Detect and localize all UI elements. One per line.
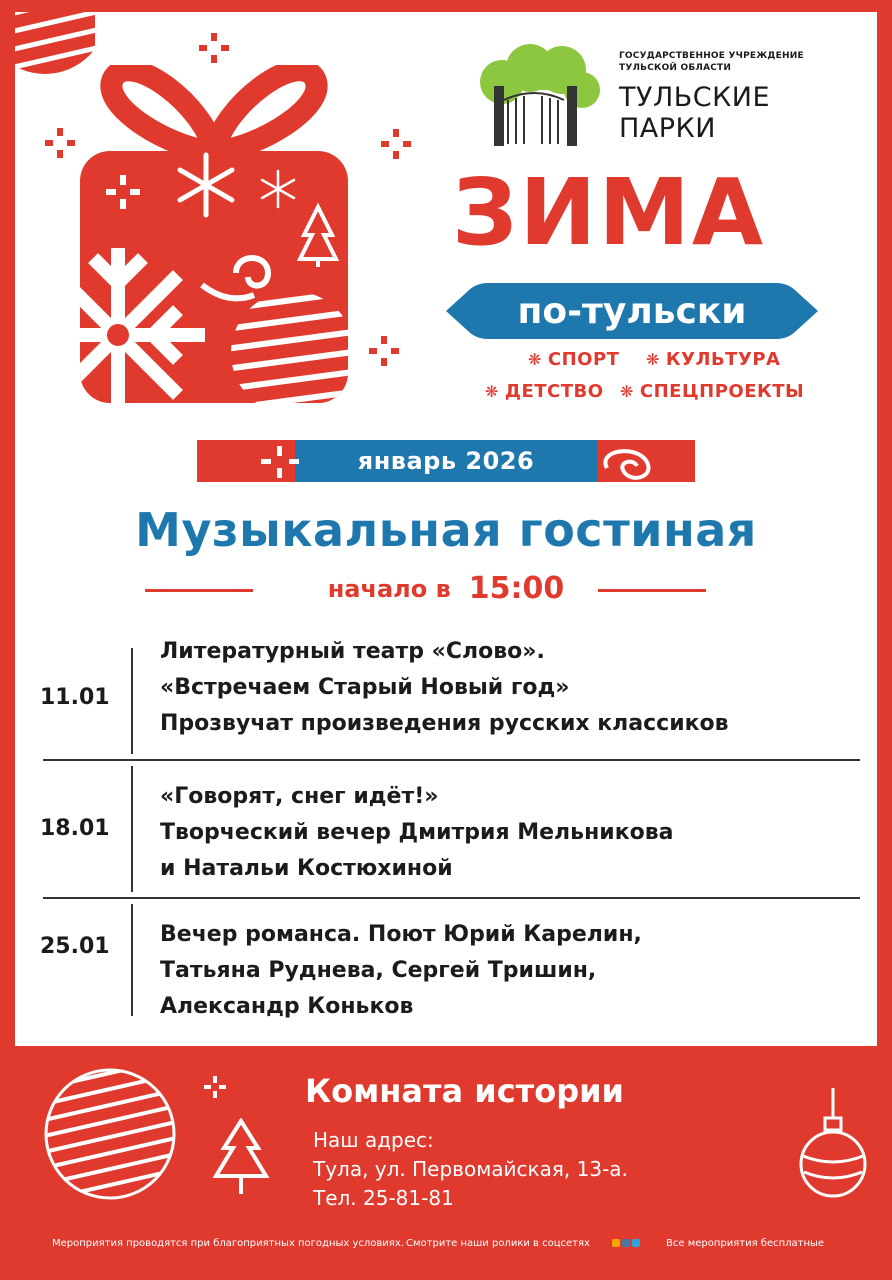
start-time <box>0 571 892 606</box>
sparkle-icon <box>196 30 232 66</box>
schedule-event: Литературный театр «Слово». «Встречаем Старый Новый год» Прозвучат произведения русских классиков <box>160 639 729 736</box>
column-divider <box>131 648 133 754</box>
social-note: Смотрите наши ролики в соцсетях <box>406 1238 590 1249</box>
free-note: Все мероприятия бесплатные <box>666 1238 825 1249</box>
category-childhood: ❋ ДЕТСТВО <box>485 381 604 402</box>
venue-name: Комната истории <box>305 1072 624 1110</box>
schedule-date: 18.01 <box>40 816 110 841</box>
org-subtitle-line2: ТУЛЬСКОЙ ОБЛАСТИ <box>619 63 732 73</box>
snowflake-icon: ❋ <box>620 382 634 401</box>
snowflake-icon: ❋ <box>485 382 499 401</box>
column-divider <box>131 766 133 892</box>
schedule-event: Вечер романса. Поют Юрий Карелин, Татьяна Руднева, Сергей Тришин, Александр Коньков <box>160 922 642 1019</box>
address-label: Наш адрес: <box>313 1128 434 1152</box>
column-divider <box>131 904 133 1016</box>
row-divider <box>43 897 860 899</box>
snowflake-icon: ❋ <box>528 350 542 369</box>
phone-text: Тел. 25-81-81 <box>313 1186 454 1210</box>
category-culture: ❋ КУЛЬТУРА <box>646 349 781 370</box>
row-divider <box>43 759 860 761</box>
venue-address <box>313 1126 628 1213</box>
christmas-tree-icon <box>210 1118 272 1198</box>
start-time-value: 15:00 <box>468 571 565 606</box>
telegram-icon[interactable] <box>632 1239 640 1247</box>
headline-po-tulski: по-тульски <box>517 290 747 332</box>
org-name-line1: ТУЛЬСКИЕ <box>619 82 771 113</box>
event-title: Музыкальная гостиная <box>135 503 757 557</box>
ornament-ball-icon <box>798 1088 868 1208</box>
sparkle-icon <box>204 1076 226 1098</box>
social-icons <box>612 1238 642 1249</box>
schedule-date: 11.01 <box>40 685 110 710</box>
weather-note: Мероприятия проводятся при благоприятных погодных условиях. <box>52 1238 404 1249</box>
org-name-line2: ПАРКИ <box>619 113 716 144</box>
vk-icon[interactable] <box>622 1239 630 1247</box>
schedule-event: «Говорят, снег идёт!» Творческий вечер Дмитрия Мельникова и Натальи Костюхиной <box>160 784 674 881</box>
org-subtitle-line1: ГОСУДАРСТВЕННОЕ УЧРЕЖДЕНИЕ <box>619 51 804 61</box>
category-special-projects: ❋ СПЕЦПРОЕКТЫ <box>620 381 805 402</box>
schedule-date: 25.01 <box>40 934 110 959</box>
gift-icon <box>78 65 352 405</box>
sparkle-icon <box>366 333 402 369</box>
ornament-ball-icon <box>44 1068 176 1200</box>
start-label: начало в <box>327 574 451 603</box>
category-sport: ❋ СПОРТ <box>528 349 620 370</box>
address-text: Тула, ул. Первомайская, 13-а. <box>313 1157 628 1181</box>
park-gate-logo-icon <box>472 40 602 148</box>
ok-icon[interactable] <box>612 1239 620 1247</box>
headline-zima: ЗИМА <box>452 159 766 266</box>
month-banner: январь 2026 <box>357 447 535 475</box>
sparkle-icon <box>42 125 78 161</box>
org-name <box>619 82 770 144</box>
org-subtitle <box>619 50 804 74</box>
snowflake-icon: ❋ <box>646 350 660 369</box>
sparkle-icon <box>378 126 414 162</box>
